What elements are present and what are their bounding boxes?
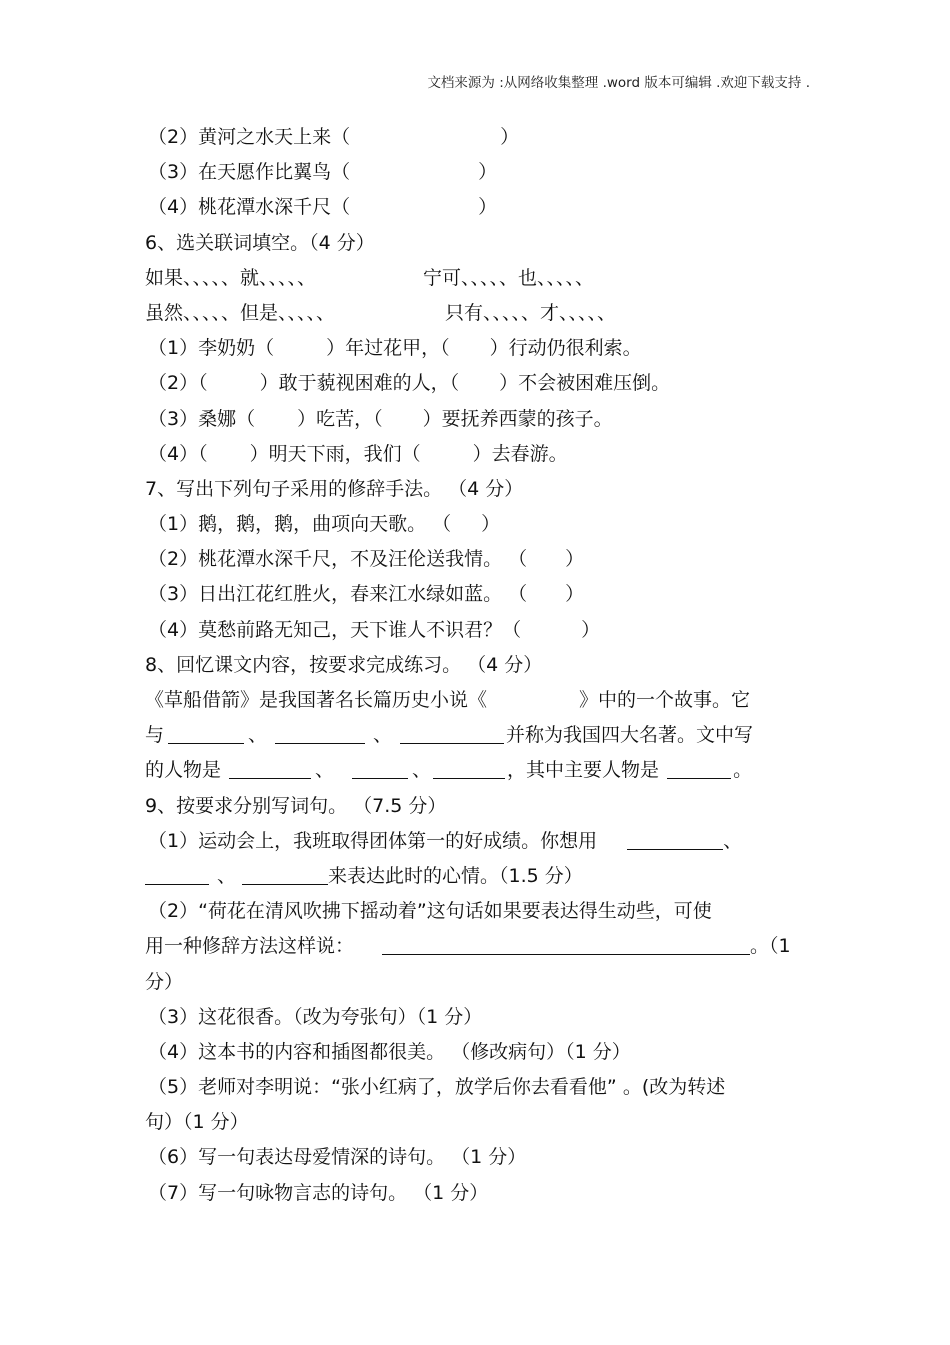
fill-blank[interactable] <box>433 758 505 779</box>
fill-blank[interactable] <box>667 758 731 779</box>
page-header: 文档来源为 :从网络收集整理 .word 版本可编辑 .欢迎下载支持 . <box>427 75 810 91</box>
q7-item-1: （1）鹅，鹅，鹅，曲项向天歌。 （ ） <box>148 513 501 536</box>
q9-item-2-line-2: 用一种修辞方法这样说： 。（1 <box>145 935 791 958</box>
q8-line-1: 《草船借箭》是我国著名长篇历史小说《 》中的一个故事。它 <box>145 689 751 711</box>
fill-blank[interactable] <box>400 723 504 744</box>
q9-item-1-line-2: 、 来表达此时的心情。（1.5 分） <box>145 859 813 894</box>
q6-words-row-2: 虽然、、、、、但是、、、、、 只有、、、、、才、、、、、 <box>145 301 617 324</box>
q9-item-2-line-3: 分） <box>145 970 184 993</box>
q9-item-2-line-1: （2）“荷花在清风吹拂下摇动着”这句话如果要表达得生动些，可使 <box>148 900 712 923</box>
q8-line-2: 与 、 、 并称为我国四大名著。文中写 <box>145 724 754 747</box>
q7-title: 7、写出下列句子采用的修辞手法。 （4 分） <box>145 477 524 500</box>
q8-line-3: 的人物是 、 、 ，其中主要人物是 。 <box>145 759 753 782</box>
q9-item-7: （7）写一句咏物言志的诗句。 （1 分） <box>148 1181 489 1204</box>
q9-title: 9、按要求分别写词句。 （7.5 分） <box>145 794 447 817</box>
q9-item-1-line-1: （1）运动会上，我班取得团体第一的好成绩。你想用 、 <box>148 829 743 852</box>
fill-blank[interactable] <box>627 829 723 850</box>
q7-item-2: （2）桃花潭水深千尺，不及汪伦送我情。 （ ） <box>148 548 585 571</box>
q6-item-2: （2）（ ）敢于藐视困难的人，（ ）不会被困难压倒。 <box>148 372 671 395</box>
q8-title: 8、回忆课文内容，按要求完成练习。 （4 分） <box>145 653 543 676</box>
fill-blank[interactable] <box>352 758 408 779</box>
fill-blank[interactable] <box>275 723 365 744</box>
q6-title: 6、选关联词填空。（4 分） <box>145 231 375 254</box>
fill-blank[interactable] <box>229 758 311 779</box>
q9-item-5-line-2: 句）（1 分） <box>145 1111 249 1134</box>
q7-item-4: （4）莫愁前路无知己，天下谁人不识君？（ ） <box>148 618 601 641</box>
fill-blank[interactable] <box>382 934 750 955</box>
q6-item-4: （4）（ ）明天下雨，我们（ ）去春游。 <box>148 442 568 465</box>
q5-item-2: （2）黄河之水天上来（ ） <box>148 126 520 148</box>
q6-item-1: （1）李奶奶（ ）年过花甲，（ ）行动仍很利索。 <box>148 337 642 360</box>
q9-item-6: （6）写一句表达母爱情深的诗句。 （1 分） <box>148 1146 527 1169</box>
q5-item-4: （4）桃花潭水深千尺（ ） <box>148 196 498 219</box>
q5-item-3: （3）在天愿作比翼鸟（ ） <box>148 161 498 184</box>
fill-blank[interactable] <box>168 723 244 744</box>
q7-item-3: （3）日出江花红胜火，春来江水绿如蓝。 （ ） <box>148 583 585 606</box>
q9-item-5-line-1: （5）老师对李明说：“张小红病了，放学后你去看看他” 。(改为转述 <box>148 1076 726 1099</box>
q6-item-3: （3）桑娜（ ）吃苦，（ ）要抚养西蒙的孩子。 <box>148 407 613 430</box>
q9-item-4: （4）这本书的内容和插图都很美。 （修改病句）（1 分） <box>148 1040 631 1063</box>
fill-blank[interactable] <box>145 864 209 885</box>
q9-item-3: （3）这花很香。（改为夸张句）（1 分） <box>148 1005 483 1028</box>
exam-content <box>145 120 813 1211</box>
fill-blank[interactable] <box>242 864 328 885</box>
q6-words-row-1: 如果、、、、、就、、、、、 宁可、、、、、也、、、、、 <box>145 266 595 289</box>
